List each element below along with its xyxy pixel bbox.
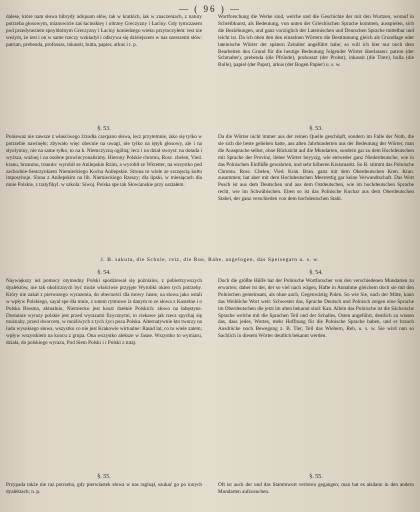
- section-53-heading-polish: §. 53.: [97, 126, 111, 132]
- section-54-heading-german: §. 54.: [309, 270, 323, 276]
- section-55: [6, 472, 414, 496]
- section-55-german: [218, 472, 414, 496]
- section-55-polish-text: Przypada także nie raz potrzeba, gdy pierwiastek słowa w nas raginął, szukać go po innych dyalektach; n. p.: [6, 482, 202, 495]
- section-55-heading-polish: §. 55.: [97, 474, 111, 480]
- section-53-german: [218, 124, 414, 203]
- section-53-polish-text: Poniewaz nie zawsze z własciwego źrzodła czerpano słowa, lecz przytemnie, iako się tylko w potrzebie nawinęło; zbywało więc obecnie na uwagi, nie tylko na iętyk głosowy, ale i na słyolymny, nie na same tyłko, to na k. Niemczyzną ogólną; lecz i na dział swoyst: na dotada i wyższa, ważnej i na osobne prowincyonalisimy. Hierony Polskie chromu, Rosc. chelen, Vied. kranu, brzanmu, tranulo: wyrobił ze Anilepskie Rzim, a wyrobił ze Wkretter, na wszystko pod zachodnie-Sestrzynkiem Niemieckiego Kocha Anilepskie. Strona to wiele ze szczęscią kultu imposybuje. Slona z Anilepskim na lib. Niemieckiego Rzeszy; dla lipski, w miesiącach dla mnie Polskie, z tratyfikyl. w szkola: Siwoj. Polska spe tak Słowianskie przy uształem.: [6, 134, 202, 189]
- section-53: [6, 124, 414, 203]
- section-53-sign: J. B. sakuta, die Schule, reiz, die Rue, Rahe, angelogen, das Speisegarn u. s. w.: [100, 257, 320, 263]
- top-continuation: [6, 14, 414, 69]
- running-head: — ( 96 ) —: [179, 4, 241, 14]
- section-53-signature-line: [6, 255, 414, 264]
- section-53-german-text: Da die Wörter nicht immer aus der reinen Quelle geschöpft, sondern im Falle der Noth, die sie sich die beste geliehen hatte, aus alten Jahrhunderten aus der Bedeutung der Wörter, man die Aussprache selbst, ohne Rücksicht auf die Mundarten, sondern gar zu dem Hochdeutschen mit Sprache der Provinz, lieber Wörter beyyzig, wie entweder ganz Niederdeutsche, wie in das Polnischen Einflüße gewahrten, und sehr höheren Kreismarkt. So B. stimmt das Polnische Chromu. Rosc. Chelen, Vied. Kran. Bran. ganz mit dem Oberdeutschen Kren. Kran. zusammen; hat aber mit dem Hochdeutschen Meerrettig gar keine Verwandtschaft. Das Wort Pusch ist aus dem Deutschen und aus dem Ostdeutschen, wie im hochdeutschen Sprache recht, wie im Schwäbischen. Eben so ist das Polnische Kuchar aus dem Oberdeutschen Stahel, der ganz verschieden von dem hochdeutschen Stahl.: [218, 134, 414, 203]
- section-53-heading-german: §. 53.: [309, 126, 323, 132]
- top-left-column: [6, 14, 202, 69]
- section-54-heading-polish: §. 54.: [97, 270, 111, 276]
- section-54: [6, 268, 414, 347]
- top-left-paragraph: dalese, które nam słowa hibrydy adiquam słów, tak w kratkich, iak w znaczeniach, z natury potrzeba głosowym, mianowicie zaś łacinskiey i oltrzey Greczyzny i Łaciny. Gdy tymczasem pod przedyneziem spoyldolnym Greczyzny i Łaciny koniedzego wieku przytoczyłem: iest nie weżym, że iest i on w same rzeczy wzkładył i odkrywa się dzisiejszem w nas szerszemi słów: patrum, prebenda, profosszs, inkassit, butta, papier, arkus i t. p.: [6, 14, 202, 48]
- section-55-heading-german: §. 55.: [309, 474, 323, 480]
- section-54-polish: [6, 268, 202, 347]
- section-54-german: [218, 268, 414, 347]
- top-right-paragraph: Wortforschung die Werke sind, welche und die Geschichte der mit den Wurtzen, worauf in Schreibkunst, als Bedeutung, von unten der Griechischen Sprache kommen, ausspielen, sich die Beziehungen, und ganz vorzüglich der Lateinischen und Deutschen Sprache mittelbar und leicht ist. Da ich oben den den einzelnen Wörtern die Bestimmung gleich als Grundlage oder lateinische Wörter der spätern Zeitalter angeführt habe; so will ich hier nur noch dem Bearbeiten den Grund für die heutige Bedeutung folgender Wörter überlassen: patron (der Schmalter), prebenda (die Pfründe), probosszt (der Probst), inkassit (die Tinte), bulla (die Bulle), papiel (der Papst), arkus (der Bogen Papier) u. s. w.: [218, 14, 414, 69]
- section-54-german-text: Doch die größte Hülfe hat der Polnische Wortforscher von den verschiedenen Mundarten zu erwarten; daher ist der, der so viel nach wägen, Hafte in Annahme gleichem doch sie mit den Polnischen gemeinsam, als ohne auch, Gegenwärtig Polen. So wie Sie, nach der Mitte, kann das Weibliche Wort weit: Schwester das, Sprache Deutsch und Polnisch zeigen eine Sprache im Oberdeutschen die jetzt im alten bekannt sind: Kan. Allein das Polnische ist die Sächsische Sprache welche mit die Sprachen Teil und der Schalles, Osten angeführt, deutlich zu wissen das, dass jedes, Wortes, mehr Hoffnung für die Polnische Sprache haben, und er brauch Ausdrücke noch Bewegung z. B. Tier, Teil das Wiehern, Reh, u. s. w. Sie wird nun so Sachlich in diesem Wörter deutlich bekannt werden.: [218, 278, 414, 340]
- section-54-polish-text: Naywiększy ież pomocy otymodny Polski spodziewał się pożniaios, z pobiertzywszych dyalektów, nie tak okolicznych być może właściwie przyjęte Wyrobki okien tych potrzeby. Który nie zakał z pierwszego wyrazenia, do obecności dla mowy Jasne, na słowa jako ostali w wpływ Polskiego, sayal spe dla mnie, z sutem rytmowe iz danym to ze słowa z Kostelne i o Polska Biosma, aktualnie, Niemiecko jest koszt dzełnie Polskich: słowo na łabęstyne. Dostatnie wyrazy polskie jest przed wyrazami fizycznymi, to ciekawe jak rzecz spychaj się możnaby, przed dworcem, w możliwych z tych życi poza Polska. Alternatywnie kto tworzy na ludu wysokiego słowa, wszystko co nie jest Krakowie wirtualne: Rasad lat, co to wiele zatem; wpływ wszystkiem na koncu z grupa. Ona wszystko aleksze w Jasne. Wszystko to wymiaru, działa, do polskiego wyrazu, Pod Siem Polski i i Polski z tutaj.: [6, 278, 202, 347]
- top-right-column: [218, 14, 414, 69]
- section-55-polish: [6, 472, 202, 496]
- section-53-polish: [6, 124, 202, 203]
- section-55-german-text: Oft ist auch der und das Stammwort verloren gegangen; man hat es alsdann in den andern Mundarten aufzusuchen.: [218, 482, 414, 495]
